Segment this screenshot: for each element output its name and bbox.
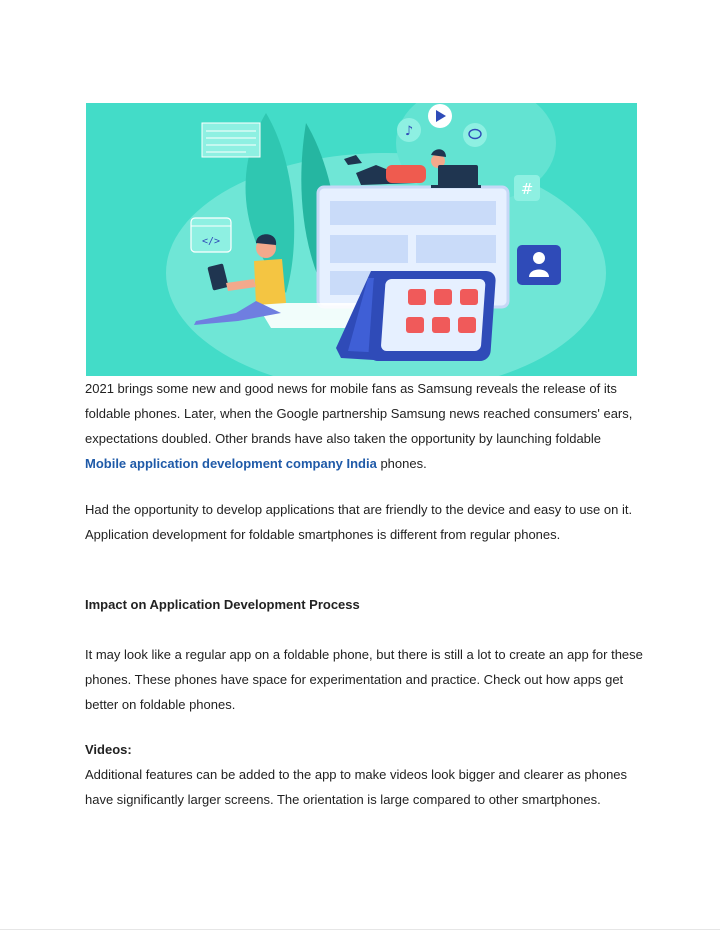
globe-icon	[406, 317, 424, 333]
svg-text:</>: </>	[201, 236, 221, 247]
code-window-icon	[191, 218, 231, 252]
camera-icon	[460, 289, 478, 305]
mail-icon	[408, 289, 426, 305]
hashtag-icon	[514, 175, 540, 201]
message-icon	[458, 317, 476, 333]
svg-text:#: #	[520, 180, 534, 198]
user-profile-icon	[517, 245, 561, 285]
document-icon	[202, 123, 260, 157]
section-heading-videos: Videos:	[85, 742, 132, 757]
svg-text:♪: ♪	[404, 124, 414, 139]
paragraph-impact: It may look like a regular app on a foldable phone, but there is still a lot to create an app for these phones. These phones have space for experimentation and practice. Check out how apps get better on foldable phones.	[85, 647, 643, 712]
foldable-phone-illustration	[86, 103, 637, 376]
paragraph-videos: Additional features can be added to the app to make videos look bigger and clearer as phones have significantly larger screens. The orientation is large compared to other smartphones.	[85, 767, 628, 807]
intro-paragraph	[85, 376, 645, 476]
airplane-icon	[434, 289, 452, 305]
music-note-icon	[397, 118, 421, 142]
page-divider	[0, 929, 720, 930]
chat-bubble-icon	[463, 123, 487, 147]
intro-text: 2021 brings some new and good news for mobile fans as Samsung reveals the release of its foldable phones. Later, when the Google partnership Samsung news reached consumers' ears, expectations doubled. Other brands have also taken the opportunity by launching foldable	[85, 381, 633, 446]
paragraph-device-friendly: Had the opportunity to develop applications that are friendly to the device and easy to use on it. Application development for foldable smartphones is different from regular phones.	[85, 502, 633, 542]
company-link[interactable]: Mobile application development company India	[85, 456, 377, 471]
intro-tail: phones.	[376, 456, 427, 471]
play-icon	[428, 104, 452, 128]
hero-illustration	[86, 103, 637, 376]
wifi-icon	[432, 317, 450, 333]
section-heading-impact: Impact on Application Development Process	[85, 597, 360, 612]
